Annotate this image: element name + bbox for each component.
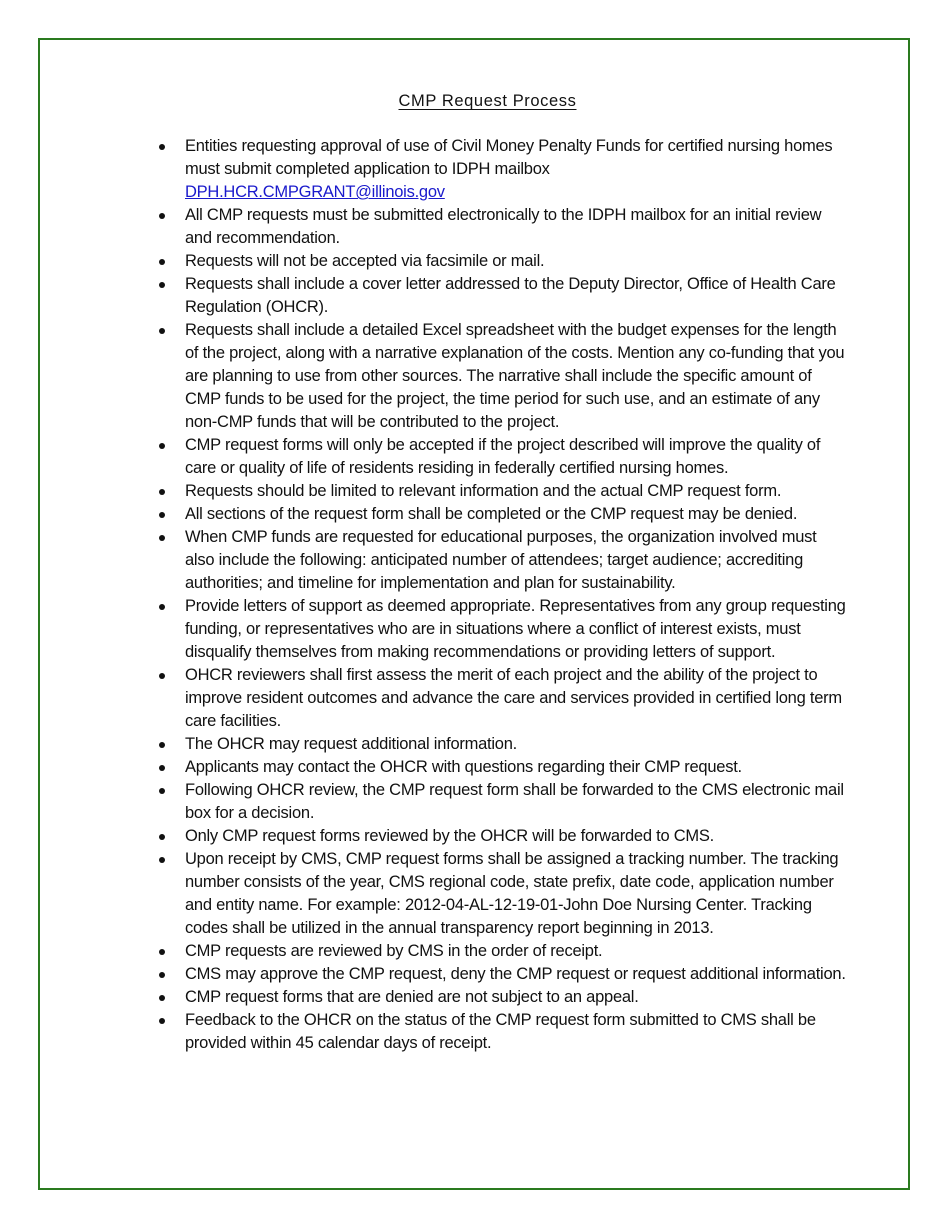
bullet-icon [159,788,165,794]
list-item [185,1009,850,1055]
list-item-text: OHCR reviewers shall first assess the merit of each project and the ability of the project to improve resident outcomes and advance the care and services provided in certified long term care facilities. [185,666,842,730]
list-item-text: CMP requests are reviewed by CMS in the order of receipt. [185,942,603,960]
list-item [185,434,850,480]
list-item-text: Upon receipt by CMS, CMP request forms shall be assigned a tracking number. The tracking number consists of the year, CMS regional code, state prefix, date code, application number and entity name. For example: 2012-04-AL-12-19-01-John Doe Nursing Center. Tracking codes shall be utilized in the annual transparency report beginning in 2013. [185,850,839,937]
list-item [185,204,850,250]
list-item-text: Requests should be limited to relevant information and the actual CMP request form. [185,482,782,500]
list-item-text: Only CMP request forms reviewed by the OHCR will be forwarded to CMS. [185,827,714,845]
list-item-text: CMS may approve the CMP request, deny the CMP request or request additional information. [185,965,846,983]
bullet-icon [159,972,165,978]
list-item [185,595,850,664]
bullet-icon [159,282,165,288]
bullet-icon [159,765,165,771]
request-process-list [185,135,850,1055]
list-item [185,733,850,756]
bullet-icon [159,857,165,863]
bullet-icon [159,742,165,748]
list-item [185,319,850,434]
list-item [185,779,850,825]
list-item [185,664,850,733]
list-item [185,250,850,273]
list-item [185,273,850,319]
list-item-text: All sections of the request form shall be completed or the CMP request may be denied. [185,505,798,523]
bullet-icon [159,535,165,541]
list-item [185,135,850,204]
list-item-text: Entities requesting approval of use of Civil Money Penalty Funds for certified nursing homes must submit completed application to IDPH mailbox [185,137,833,178]
list-item-text: Requests shall include a detailed Excel spreadsheet with the budget expenses for the length of the project, along with a narrative explanation of the costs. Mention any co-funding that you are planning to use from other sources. The narrative shall include the specific amount of CMP funds to be used for the project, the time period for such use, and an estimate of any non-CMP funds that will be contributed to the project. [185,321,845,431]
bullet-icon [159,834,165,840]
list-item [185,986,850,1009]
list-item [185,526,850,595]
list-item [185,825,850,848]
page-title: CMP Request Process [398,92,577,110]
bullet-icon [159,995,165,1001]
list-item-text: When CMP funds are requested for educational purposes, the organization involved must also include the following: anticipated number of attendees; target audience; accrediting authorities; and timeline for implementation and plan for sustainability. [185,528,817,592]
list-item-text: Requests shall include a cover letter addressed to the Deputy Director, Office of Health Care Regulation (OHCR). [185,275,836,316]
bullet-icon [159,512,165,518]
bullet-icon [159,489,165,495]
list-item-text: Feedback to the OHCR on the status of the CMP request form submitted to CMS shall be provided within 45 calendar days of receipt. [185,1011,816,1052]
list-item-text: Following OHCR review, the CMP request form shall be forwarded to the CMS electronic mail box for a decision. [185,781,844,822]
bullet-icon [159,673,165,679]
list-item-text: All CMP requests must be submitted electronically to the IDPH mailbox for an initial review and recommendation. [185,206,822,247]
bullet-icon [159,259,165,265]
list-item [185,848,850,940]
mailbox-link[interactable]: DPH.HCR.CMPGRANT@illinois.gov [185,183,445,201]
bullet-icon [159,949,165,955]
list-item [185,963,850,986]
list-item-text: The OHCR may request additional information. [185,735,517,753]
list-item-text: Applicants may contact the OHCR with questions regarding their CMP request. [185,758,742,776]
bullet-icon [159,1018,165,1024]
bullet-icon [159,144,165,150]
bullet-icon [159,604,165,610]
list-item-text: Requests will not be accepted via facsimile or mail. [185,252,545,270]
list-item-text: CMP request forms will only be accepted if the project described will improve the quality of care or quality of life of residents residing in federally certified nursing homes. [185,436,821,477]
list-item-text: Provide letters of support as deemed appropriate. Representatives from any group requesting funding, or representatives who are in situations where a conflict of interest exists, must disqualify themselves from making recommendations or providing letters of support. [185,597,846,661]
list-item [185,940,850,963]
list-item [185,503,850,526]
list-item-text: CMP request forms that are denied are not subject to an appeal. [185,988,639,1006]
bullet-icon [159,328,165,334]
bullet-icon [159,443,165,449]
list-item [185,756,850,779]
list-item [185,480,850,503]
bullet-icon [159,213,165,219]
